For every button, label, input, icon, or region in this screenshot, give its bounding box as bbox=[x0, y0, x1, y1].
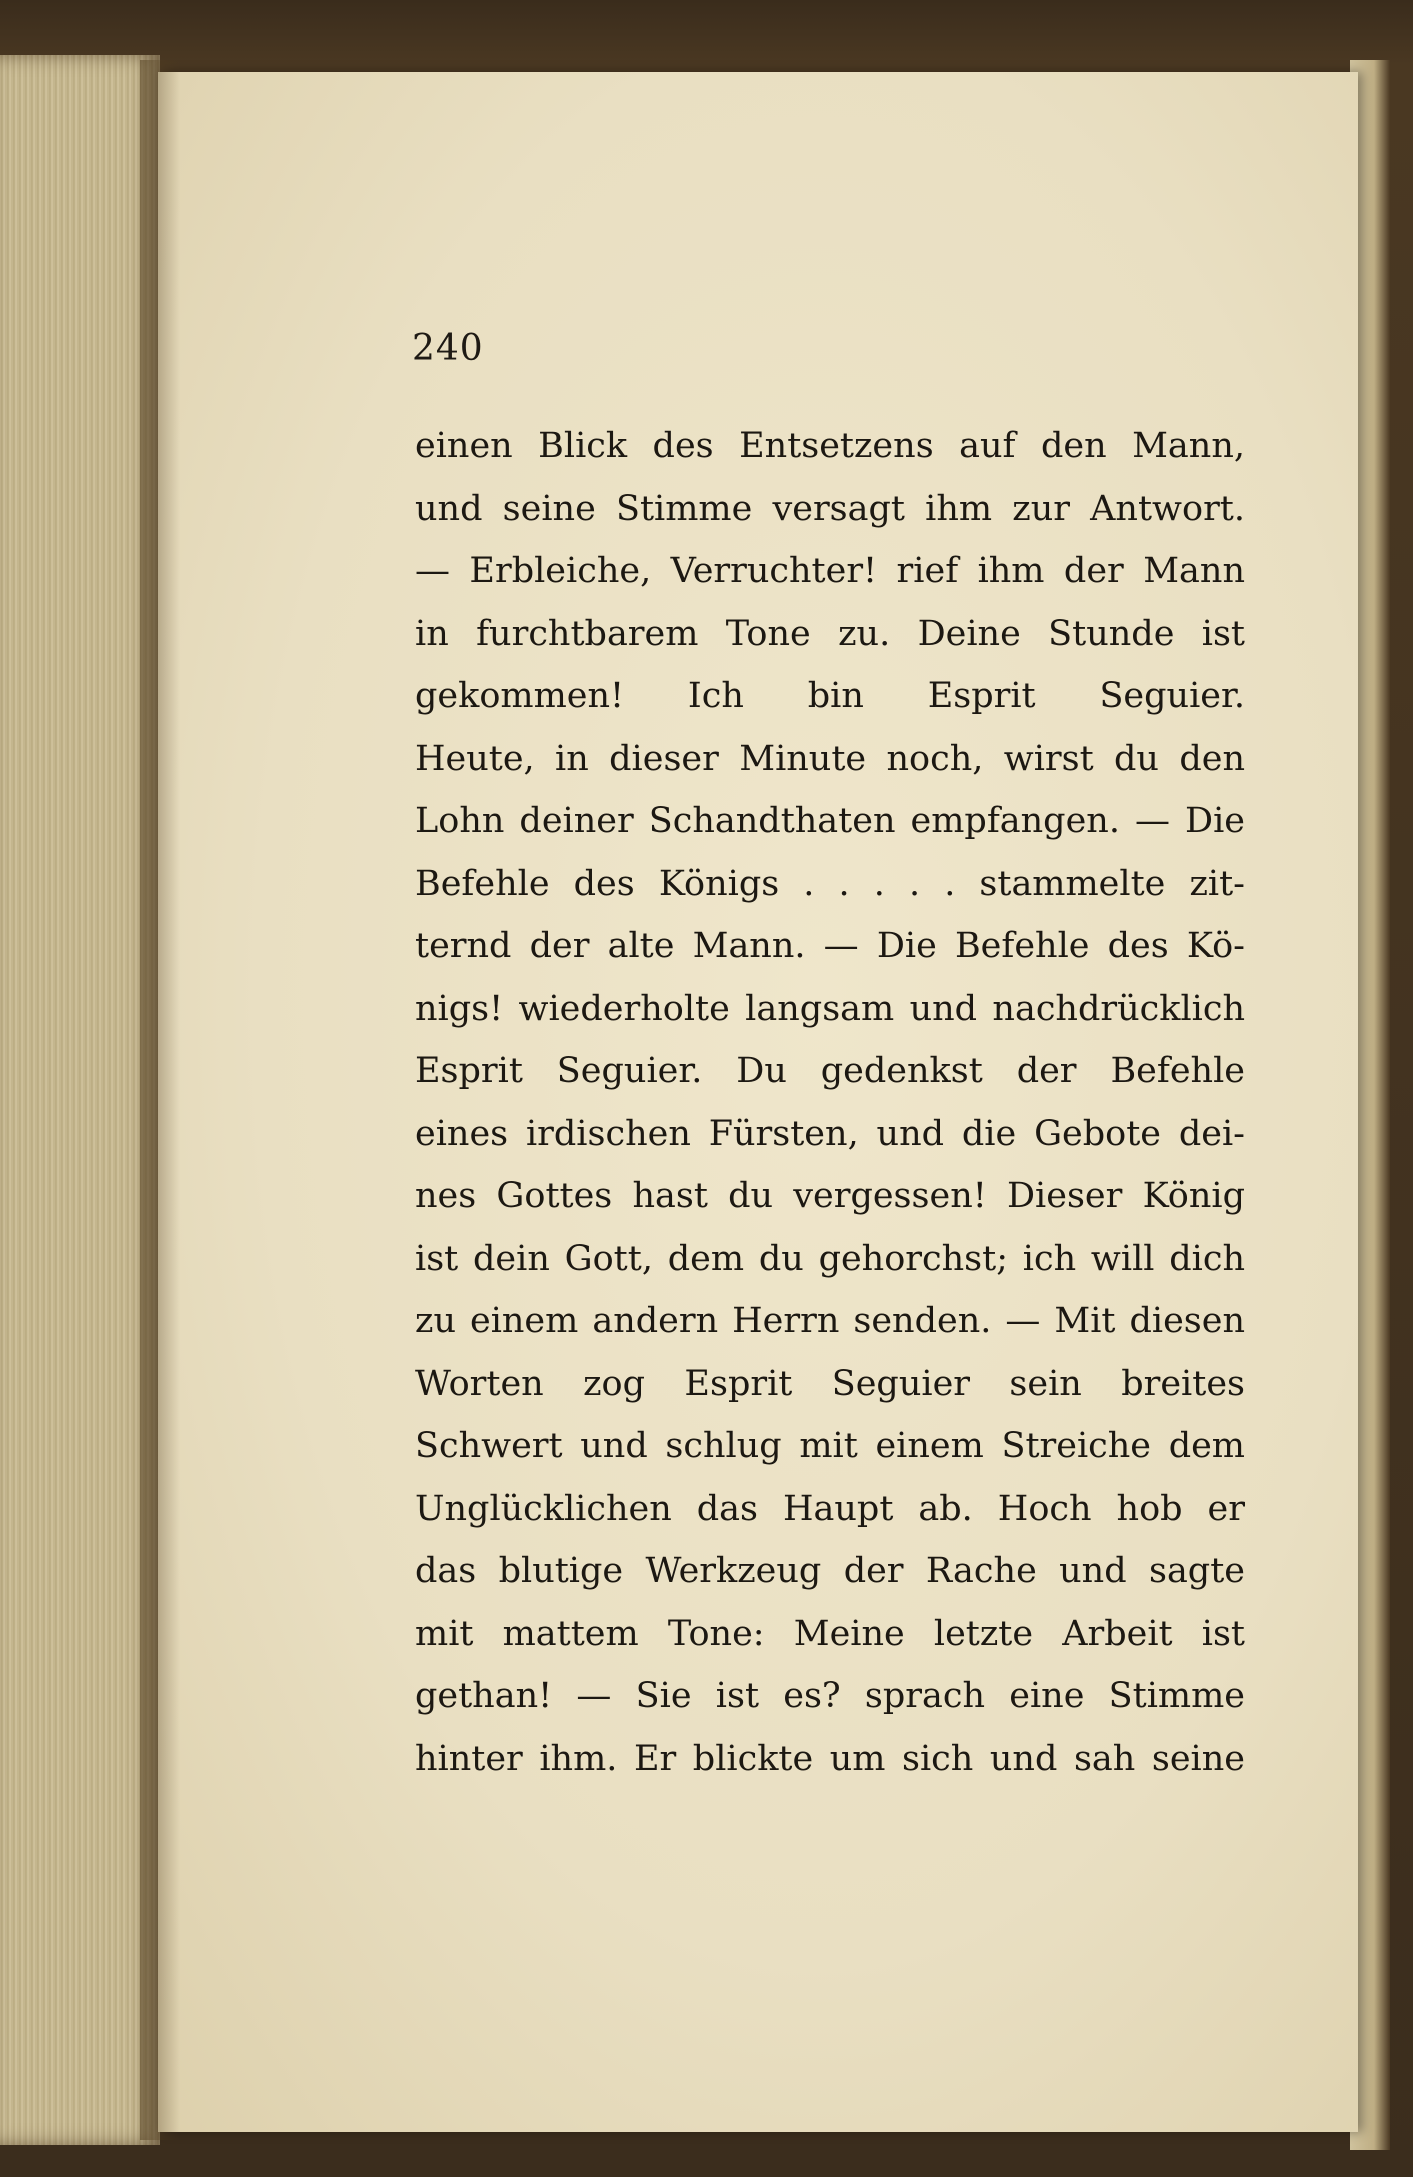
text-line: Unglücklichen das Haupt ab. Hoch hob er bbox=[415, 1488, 1245, 1529]
text-line: nes Gottes hast du vergessen! Dieser König bbox=[415, 1176, 1245, 1216]
page-number: 240 bbox=[412, 328, 484, 369]
text-line: Heute, in dieser Minute noch, wirst du den bbox=[415, 738, 1245, 779]
text-line: mit mattem Tone: Meine letzte Arbeit ist bbox=[415, 1613, 1245, 1654]
text-line: gekommen! Ich bin Esprit Seguier. bbox=[415, 676, 1245, 716]
text-line: — Erbleiche, Verruchter! rief ihm der Mann bbox=[415, 551, 1245, 591]
text-line: in furchtbarem Tone zu. Deine Stunde ist bbox=[415, 613, 1245, 654]
text-line: Lohn deiner Schandthaten empfangen. — Die bbox=[415, 801, 1245, 841]
page-edges-left bbox=[0, 55, 160, 2145]
spine-shadow bbox=[140, 60, 180, 2140]
text-line: einen Blick des Entsetzens auf den Mann, bbox=[415, 426, 1245, 466]
text-line: nigs! wiederholte langsam und nachdrücklich bbox=[415, 988, 1245, 1029]
text-line: Esprit Seguier. Du gedenkst der Befehle bbox=[415, 1051, 1245, 1091]
text-line: Worten zog Esprit Seguier sein breites bbox=[415, 1363, 1245, 1404]
text-line: Befehle des Königs . . . . . stammelte zit- bbox=[415, 863, 1245, 904]
text-line: eines irdischen Fürsten, und die Gebote dei- bbox=[415, 1113, 1245, 1154]
text-line: hinter ihm. Er blickte um sich und sah seine bbox=[415, 1738, 1245, 1779]
body-text bbox=[415, 415, 1245, 1790]
text-line: Schwert und schlug mit einem Streiche dem bbox=[415, 1426, 1245, 1466]
text-line: zu einem andern Herrn senden. — Mit diesen bbox=[415, 1301, 1245, 1341]
text-line: und seine Stimme versagt ihm zur Antwort. bbox=[415, 488, 1245, 529]
text-line: ternd der alte Mann. — Die Befehle des Kö- bbox=[415, 926, 1245, 966]
text-line: ist dein Gott, dem du gehorchst; ich will dich bbox=[415, 1238, 1245, 1279]
text-line: gethan! — Sie ist es? sprach eine Stimme bbox=[415, 1676, 1245, 1716]
text-line: das blutige Werkzeug der Rache und sagte bbox=[415, 1551, 1245, 1591]
